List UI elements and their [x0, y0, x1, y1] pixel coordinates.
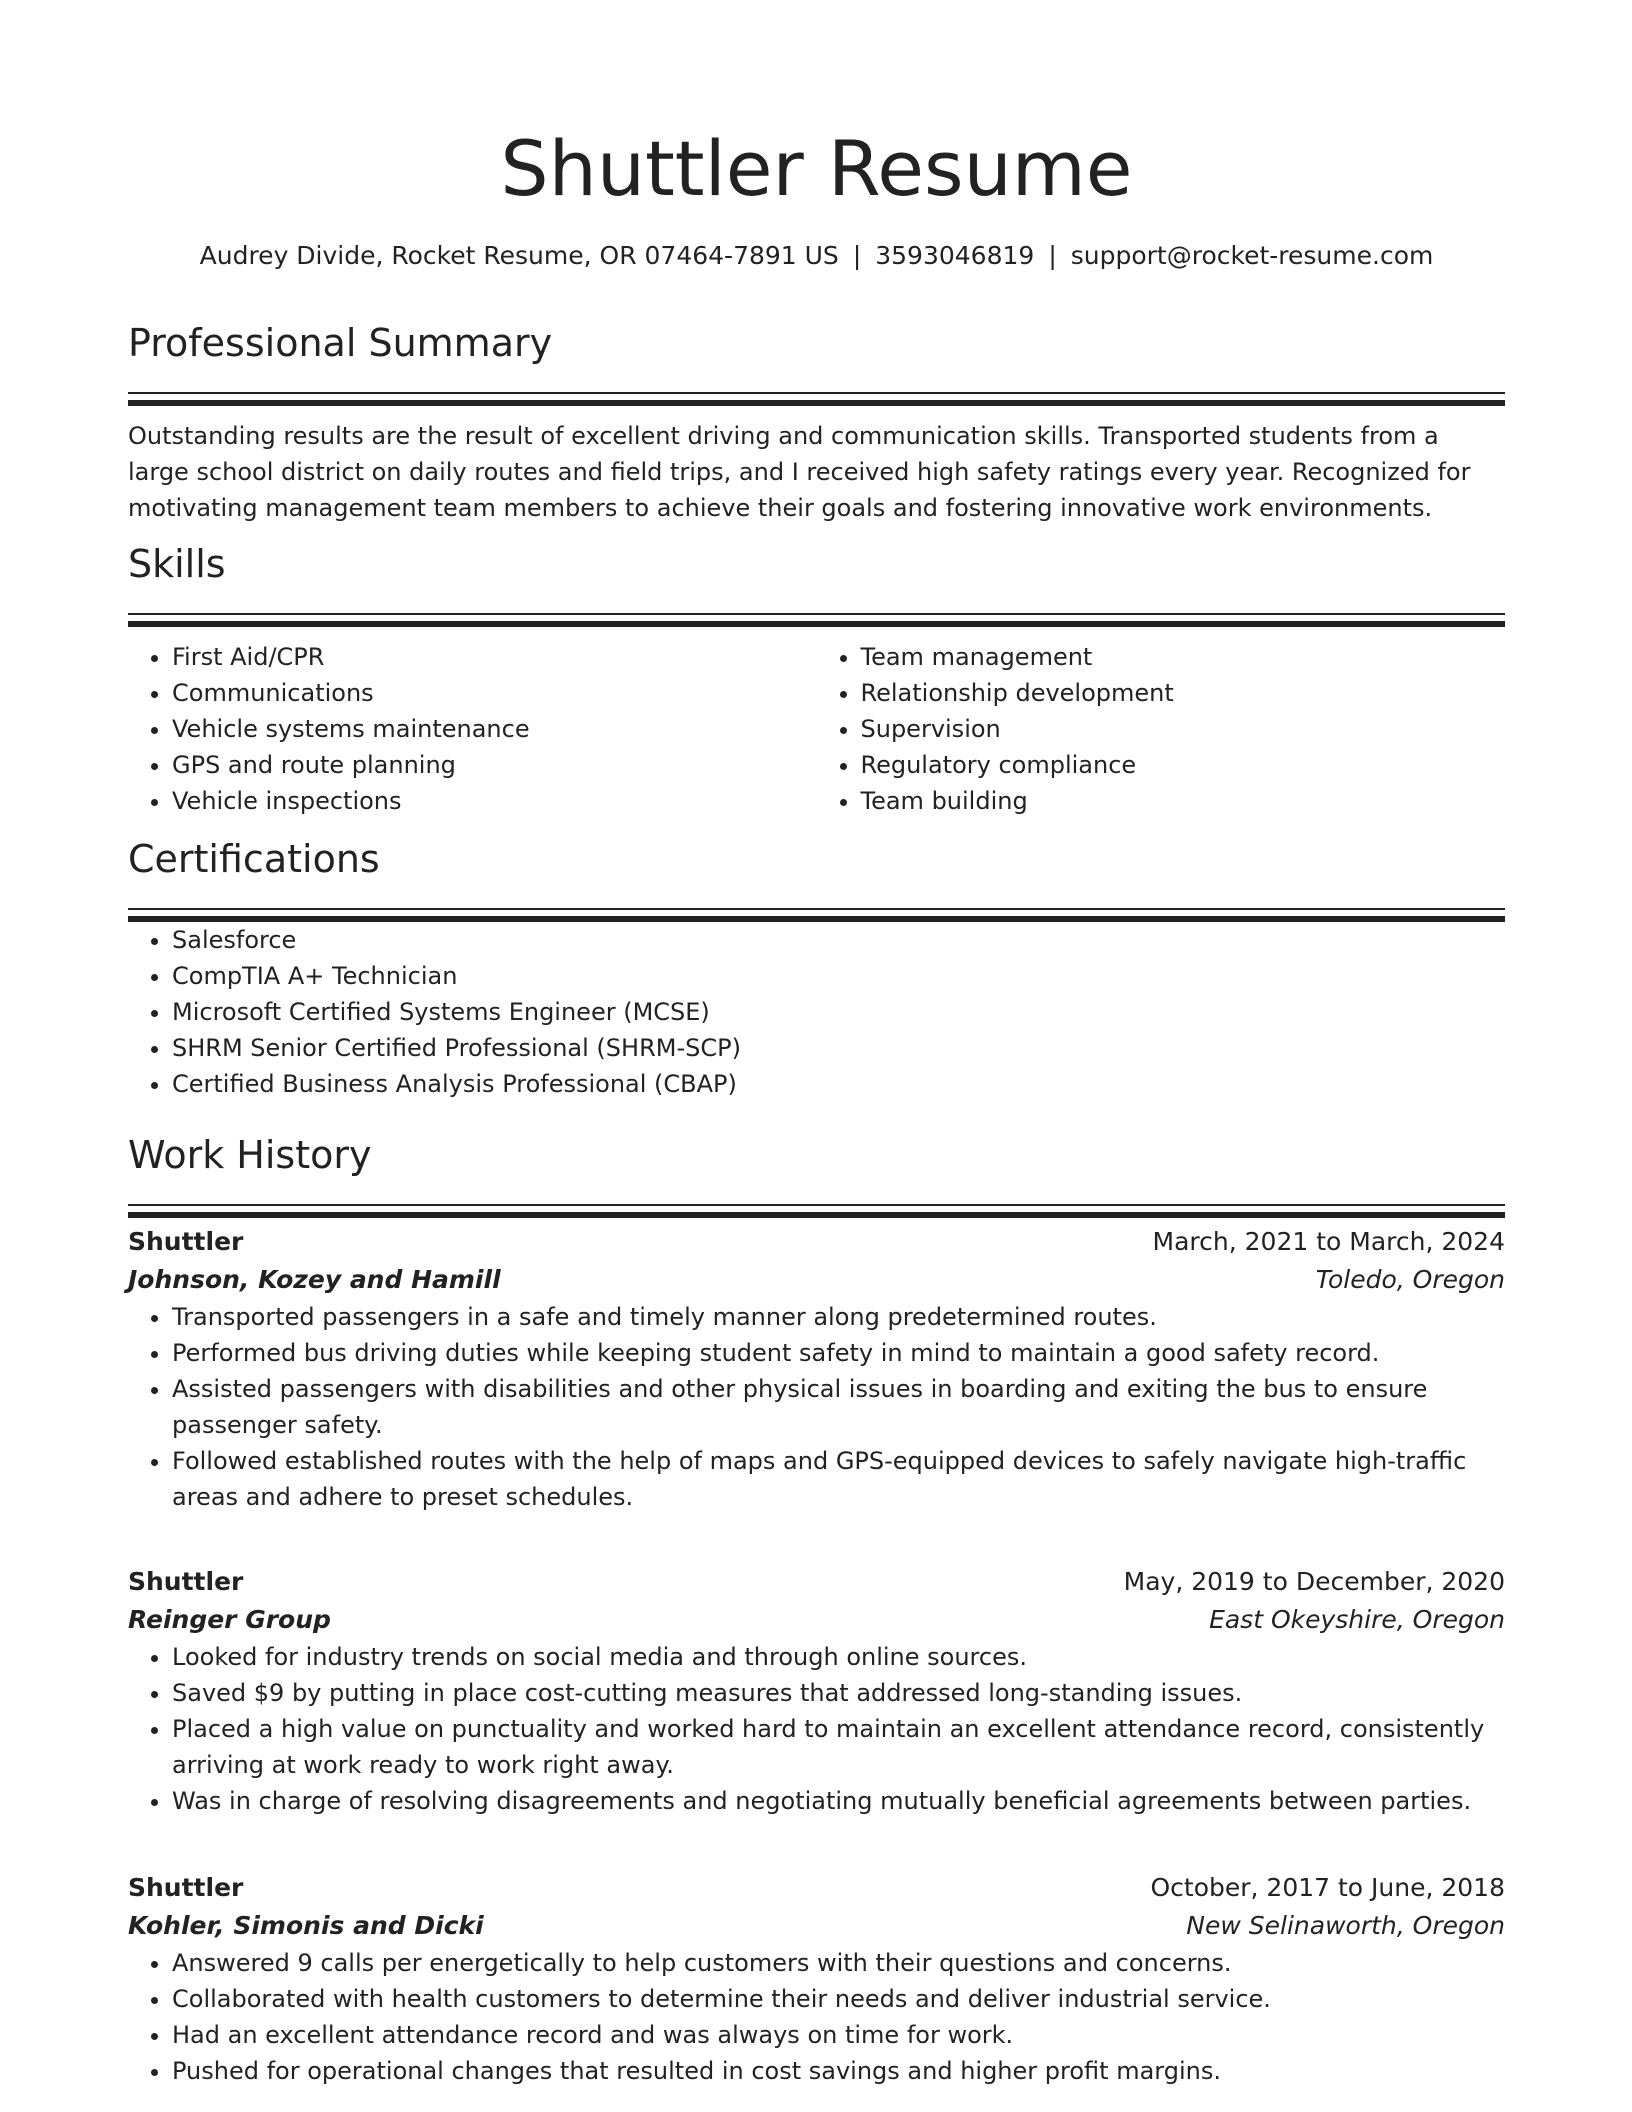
job-bullets	[128, 1639, 1505, 1819]
contact-phone: 3593046819	[875, 241, 1035, 270]
section-divider	[128, 908, 1505, 910]
job-title: Shuttler	[128, 1227, 244, 1256]
skills-heading: Skills	[128, 542, 226, 586]
job-company: Kohler, Simonis and Dicki	[128, 1911, 484, 1940]
certifications-list	[128, 922, 1505, 1102]
certification-item: • SHRM Senior Certified Professional (SHRM-SCP)	[172, 1030, 1505, 1066]
skill-item: • Supervision	[861, 711, 1506, 747]
job-header-row	[128, 1563, 1505, 1601]
job-title: Shuttler	[128, 1873, 244, 1902]
job-bullet: • Transported passengers in a safe and timely manner along predetermined routes.	[172, 1299, 1505, 1335]
certification-item: • Microsoft Certified Systems Engineer (MCSE)	[172, 994, 1505, 1030]
contact-line	[128, 238, 1505, 274]
skill-item: • Relationship development	[861, 675, 1506, 711]
contact-address: Audrey Divide, Rocket Resume, OR 07464-7891 US	[199, 241, 839, 270]
skill-item: • Vehicle inspections	[172, 783, 817, 819]
work-history-heading: Work History	[128, 1133, 372, 1177]
job-bullet: • Answered 9 calls per energetically to help customers with their questions and concerns.	[172, 1945, 1505, 1981]
job-bullet: • Saved $9 by putting in place cost-cutting measures that addressed long-standing issues.	[172, 1675, 1505, 1711]
job-bullet: • Followed established routes with the help of maps and GPS-equipped devices to safely navigate high-traffic areas and adhere to preset schedules.	[172, 1443, 1505, 1515]
job-bullet: • Assisted passengers with disabilities and other physical issues in boarding and exiting the bus to ensure passenger safety.	[172, 1371, 1505, 1443]
summary-text: Outstanding results are the result of excellent driving and communication skills. Transported students from a large school district on daily routes and field trips, and I received high safety ratings every year. Recognized for motivating management team members to achieve their goals and fostering innovative work environments.	[128, 422, 1471, 522]
job-bullet: • Performed bus driving duties while keeping student safety in mind to maintain a good safety record.	[172, 1335, 1505, 1371]
job-dates: October, 2017 to June, 2018	[1150, 1873, 1505, 1902]
certification-item: • Certified Business Analysis Professional (CBAP)	[172, 1066, 1505, 1102]
job-entry	[128, 1223, 1505, 1515]
job-company: Reinger Group	[128, 1605, 331, 1634]
skill-item: • Team management	[861, 639, 1506, 675]
section-divider-thick	[128, 400, 1505, 406]
job-company: Johnson, Kozey and Hamill	[128, 1265, 501, 1294]
job-bullet: • Was in charge of resolving disagreements and negotiating mutually beneficial agreements between parties.	[172, 1783, 1505, 1819]
contact-email: support@rocket-resume.com	[1070, 241, 1434, 270]
job-bullet: • Looked for industry trends on social media and through online sources.	[172, 1639, 1505, 1675]
job-bullet: • Collaborated with health customers to determine their needs and deliver industrial service.	[172, 1981, 1505, 2017]
job-title: Shuttler	[128, 1567, 244, 1596]
skills-list-right	[817, 639, 1506, 819]
skill-item: • Regulatory compliance	[861, 747, 1506, 783]
certifications-section	[128, 834, 1505, 1102]
job-company-row	[128, 1601, 1505, 1639]
certifications-heading: Certifications	[128, 837, 380, 881]
skills-section	[128, 539, 1505, 819]
job-dates: May, 2019 to December, 2020	[1123, 1567, 1505, 1596]
job-company-row	[128, 1907, 1505, 1945]
job-location: New Selinaworth, Oregon	[1186, 1911, 1505, 1940]
job-bullet: • Placed a high value on punctuality and worked hard to maintain an excellent attendance record, consistently arriving at work ready to work right away.	[172, 1711, 1505, 1783]
section-divider-thick	[128, 1212, 1505, 1218]
work-history-section	[128, 1130, 1505, 1218]
section-divider-thick	[128, 621, 1505, 627]
skills-list-left	[128, 639, 817, 819]
job-location: East Okeyshire, Oregon	[1209, 1605, 1505, 1634]
section-divider	[128, 613, 1505, 615]
job-bullets	[128, 1945, 1505, 2089]
skill-item: • GPS and route planning	[172, 747, 817, 783]
job-header-row	[128, 1223, 1505, 1261]
certification-item: • CompTIA A+ Technician	[172, 958, 1505, 994]
section-divider	[128, 392, 1505, 394]
summary-heading: Professional Summary	[128, 321, 553, 365]
resume-title: Shuttler Resume	[500, 124, 1133, 213]
contact-separator: |	[852, 241, 862, 270]
contact-separator: |	[1048, 241, 1057, 270]
job-entry	[128, 1563, 1505, 1819]
job-company-row	[128, 1261, 1505, 1299]
job-dates: March, 2021 to March, 2024	[1152, 1227, 1505, 1256]
skill-item: • Team building	[861, 783, 1506, 819]
section-divider	[128, 1204, 1505, 1206]
skill-item: • Communications	[172, 675, 817, 711]
job-bullets	[128, 1299, 1505, 1515]
skills-columns	[128, 639, 1505, 819]
certification-item: • Salesforce	[172, 922, 1505, 958]
skill-item: • Vehicle systems maintenance	[172, 711, 817, 747]
job-entry	[128, 1869, 1505, 2089]
skill-item: • First Aid/CPR	[172, 639, 817, 675]
job-header-row	[128, 1869, 1505, 1907]
summary-section	[128, 318, 1505, 526]
job-location: Toledo, Oregon	[1315, 1265, 1505, 1294]
job-bullet: • Had an excellent attendance record and was always on time for work.	[172, 2017, 1505, 2053]
job-bullet: • Pushed for operational changes that resulted in cost savings and higher profit margins.	[172, 2053, 1505, 2089]
